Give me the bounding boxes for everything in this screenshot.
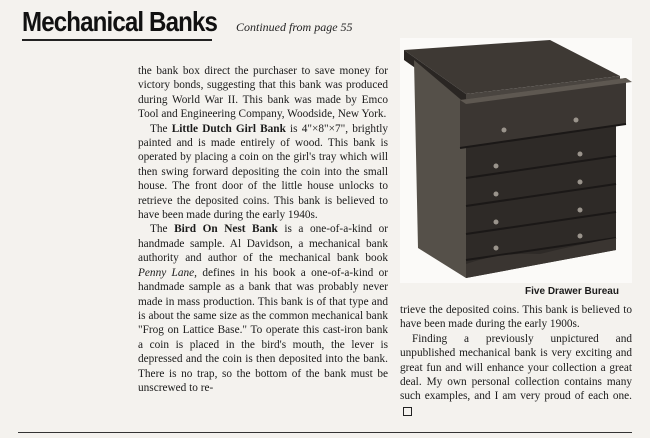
photo-caption: Five Drawer Bureau — [525, 286, 619, 297]
body-text: is a one-of-a-kind or handmade sample. Al Davidson, a mechanical bank authority and author of the mechanical bank book — [138, 223, 388, 265]
lead-text: The — [150, 223, 175, 236]
article-column-right — [400, 303, 632, 418]
page-title: Mechanical Banks — [22, 6, 218, 37]
paragraph-bird-nest — [138, 222, 388, 395]
bank-name-bird-nest: Bird On Nest Bank — [174, 223, 278, 236]
end-of-article-mark — [403, 407, 412, 416]
bureau-photo — [400, 38, 632, 283]
bottom-rule — [18, 432, 632, 433]
title-underline — [22, 39, 212, 41]
body-text: is 4"×8"×7", brightly painted and is made entirely of wood. This bank is operated by placing a coin on the girl's tray which will then swing forward depositing the coin into the small house. The front door of the little house unlocks to retrieve the deposited coins. This bank is believed to have been made during the early 1940s. — [138, 122, 388, 222]
bank-name-dutch-girl: Little Dutch Girl Bank — [171, 122, 286, 135]
paragraph-emco: the bank box direct the purchaser to save money for victory bonds, suggesting that this bank was produced during World War II. This bank was made by Emco Tool and Engineering Company, Woodside, New York. — [138, 65, 388, 121]
article-column-left — [138, 64, 388, 395]
paragraph-closing — [400, 332, 632, 418]
paragraph-retrieve: trieve the deposited coins. This bank is believed to have been made during the early 1900s. — [400, 304, 632, 331]
closing-text: Finding a previously unpictured and unpublished mechanical bank is very exciting and great fun and will enhance your collection a great deal. My own personal collection contains many such examples, and I am very proud of each one. — [400, 332, 632, 403]
paragraph-dutch-girl — [138, 122, 388, 223]
book-title: Penny Lane, — [138, 266, 197, 279]
body-text: defines in his book a one-of-a-kind or handmade sample as a bank that was probably never made in mass production. This bank is of that type and is about the same size as the common mechanical bank "Frog on Lattice Base." To operate this cast-iron bank a coin is placed in the bird's mouth, the lever is depressed and the coin is then deposited into the bank. There is no trap, so the bottom of the bank must be unscrewed to re- — [138, 266, 388, 394]
five-drawer-bureau-image — [400, 38, 632, 283]
lead-text: The — [150, 122, 172, 135]
continued-note: Continued from page 55 — [236, 20, 353, 34]
